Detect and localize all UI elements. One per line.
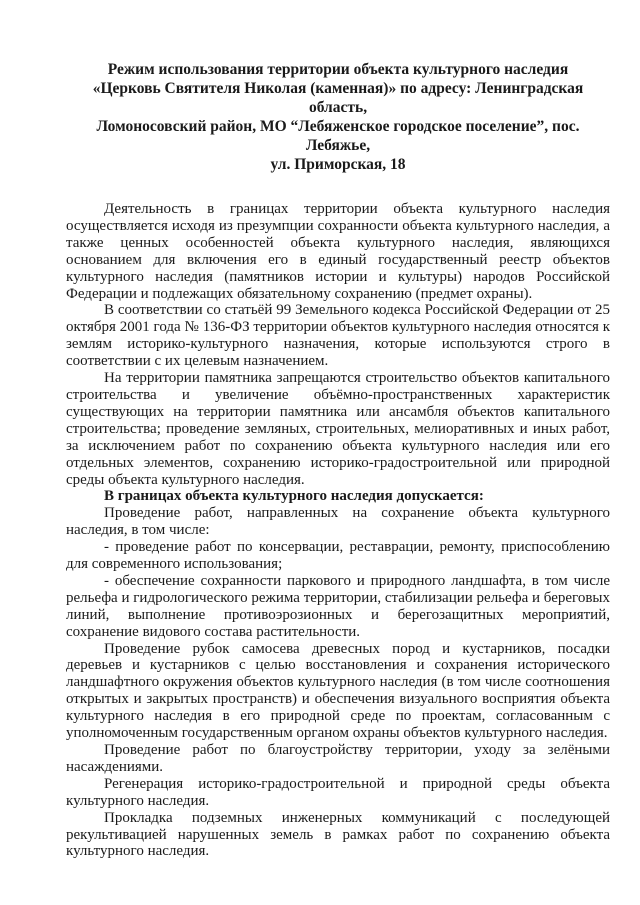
paragraph: Проведение работ по благоустройству территории, уходу за зелёными насаждениями. [66,742,610,775]
paragraph: Деятельность в границах территории объекта культурного наследия осуществляется исходя из презумпции сохранности объекта культурного наследия, а также ценных особенностей объекта культурного наследия, являющихся основанием для включения его в единый государственный реестр объектов культурного наследия (памятников истории и культуры) народов Российской Федерации и подлежащих обязательному сохранению (предмет охраны). [66,201,610,302]
title-line: Ломоносовский район, МО “Лебяженское городское поселение”, пос. Лебяжье, [96,118,580,154]
document-body [66,201,610,860]
title-line: «Церковь Святителя Николая (каменная)» по адресу: Ленинградская область, [92,80,584,116]
paragraph: Проведение рубок самосева древесных пород и кустарников, посадки деревьев и кустарников с целью восстановления и сохранения исторического ландшафтного окружения объектов культурного наследия (в том числе соотношения открытых и закрытых пространств) и обеспечения визуального восприятия объекта культурного наследия в его природной среде по проектам, согласованным с уполномоченным государственным органом охраны объектов культурного наследия. [66,640,610,742]
paragraph: На территории памятника запрещаются строительство объектов капитального строительства и увеличение объёмно-пространственных характеристик существующих на территории памятника или ансамбля объектов капитального строительства; проведение земляных, строительных, мелиоративных и иных работ, за исключением работ по сохранению объекта культурного наследия или его отдельных элементов, сохранению историко-градостроительной или природной среды объекта культурного наследия. [66,370,610,488]
paragraph: В соответствии со статьёй 99 Земельного кодекса Российской Федерации от 25 октября 2001 года № 136-ФЗ территории объектов культурного наследия относятся к землям историко-культурного назначения, которые используются строго в соответствии с их целевым назначением. [66,302,610,370]
document-title [66,60,610,174]
list-item: - обеспечение сохранности паркового и природного ландшафта, в том числе рельефа и гидрологического режима территории, стабилизации рельефа и береговых линий, выполнение противоэрозионных и берегозащитных мероприятий, сохранение видового состава растительности. [66,572,610,640]
paragraph: Регенерация историко-градостроительной и природной среды объекта культурного наследия. [66,775,610,809]
paragraph: Проведение работ, направленных на сохранение объекта культурного наследия, в том числе: [66,505,610,539]
title-line: Режим использования территории объекта культурного наследия [107,61,569,78]
title-line: ул. Приморская, 18 [270,156,406,173]
section-heading: В границах объекта культурного наследия допускается: [104,488,484,505]
list-item: - проведение работ по консервации, реставрации, ремонту, приспособлению для современного использования; [66,539,610,573]
paragraph: Прокладка подземных инженерных коммуникаций с последующей рекультивацией нарушенных земель в рамках работ по сохранению объекта культурного наследия. [66,809,610,860]
